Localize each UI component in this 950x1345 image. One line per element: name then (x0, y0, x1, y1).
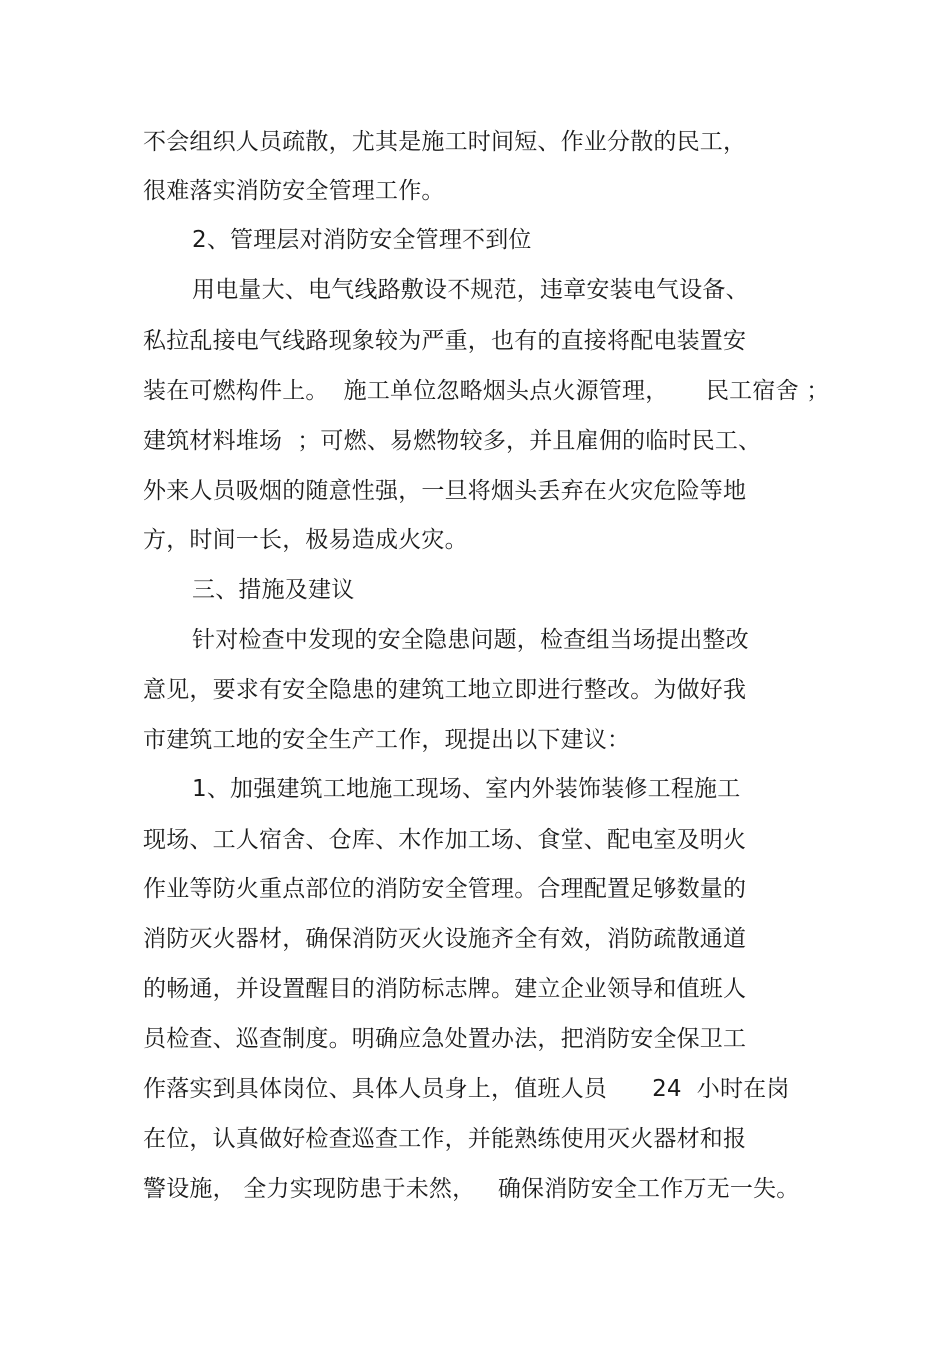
section-heading: 2、管理层对消防安全管理不到位 (192, 227, 532, 253)
text-line: 针对检查中发现的安全隐患问题，检查组当场提出整改 (192, 627, 749, 653)
text-line: 私拉乱接电气线路现象较为严重，也有的直接将配电装置安 (143, 328, 747, 354)
text-line: 警设施， 全力实现防患于未然， 确保消防安全工作万无一失。 (143, 1176, 800, 1202)
text-line: 1、加强建筑工地施工现场、室内外装饰装修工程施工 (192, 776, 741, 802)
text-line: 建筑材料堆场 ；可燃、易燃物较多，并且雇佣的临时民工、 (143, 428, 762, 454)
text-line: 装在可燃构件上。 施工单位忽略烟头点火源管理， 民工宿舍 ； (143, 378, 830, 404)
section-heading: 三、措施及建议 (192, 577, 355, 603)
text-line: 很难落实消防安全管理工作。 (143, 178, 445, 204)
text-line: 在位，认真做好检查巡查工作，并能熟练使用灭火器材和报 (143, 1126, 747, 1152)
text-line: 方，时间一长，极易造成火灾。 (143, 527, 468, 553)
text-line: 外来人员吸烟的随意性强，一旦将烟头丢弃在火灾危险等地 (143, 478, 747, 504)
text-line: 用电量大、电气线路敷设不规范，违章安装电气设备、 (192, 277, 749, 303)
text-line: 不会组织人员疏散，尤其是施工时间短、作业分散的民工， (143, 129, 747, 155)
text-line: 作业等防火重点部位的消防安全管理。合理配置足够数量的 (143, 876, 747, 902)
text-line: 现场、工人宿舍、仓库、木作加工场、食堂、配电室及明火 (143, 827, 747, 853)
text-line: 消防灭火器材，确保消防灭火设施齐全有效，消防疏散通道 (143, 926, 747, 952)
text-line: 意见，要求有安全隐患的建筑工地立即进行整改。为做好我 (143, 677, 747, 703)
text-line: 市建筑工地的安全生产工作，现提出以下建议： (143, 727, 631, 753)
text-line: 的畅通，并设置醒目的消防标志牌。建立企业领导和值班人 (143, 976, 747, 1002)
text-line: 作落实到具体岗位、具体人员身上，值班人员 24 小时在岗 (143, 1076, 790, 1102)
text-line: 员检查、巡查制度。明确应急处置办法，把消防安全保卫工 (143, 1026, 747, 1052)
